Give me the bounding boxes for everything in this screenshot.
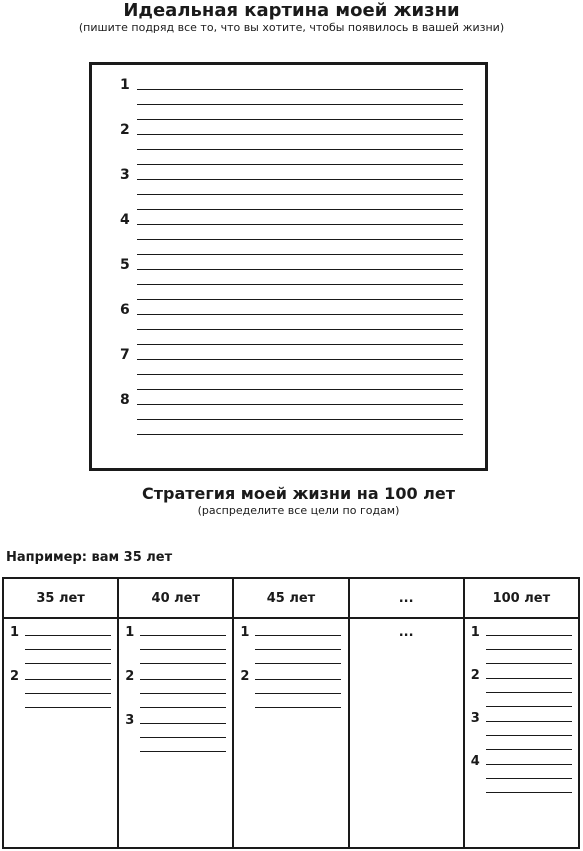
ideal-item-line[interactable] [137, 209, 463, 210]
goal-line[interactable] [486, 635, 572, 636]
column-cell-35 [3, 618, 118, 848]
ideal-item-line[interactable] [137, 239, 463, 240]
goal-line[interactable] [486, 778, 572, 779]
goal-line[interactable] [486, 764, 572, 765]
ideal-item-line[interactable] [137, 299, 463, 300]
goal-line[interactable] [255, 693, 341, 694]
goal-line[interactable] [255, 635, 341, 636]
column-cell-ellipsis [349, 618, 464, 848]
goal-line[interactable] [140, 635, 226, 636]
ideal-item-line[interactable] [137, 329, 463, 330]
goal-line[interactable] [486, 663, 572, 664]
ideal-item-line[interactable] [137, 119, 463, 120]
column-cell-100 [464, 618, 579, 848]
goal-line[interactable] [25, 679, 111, 680]
ideal-item-line[interactable] [137, 434, 463, 435]
ideal-item-line[interactable] [137, 269, 463, 270]
goal-line[interactable] [140, 723, 226, 724]
goal-line[interactable] [486, 749, 572, 750]
ideal-item-number: 2 [120, 122, 130, 138]
column-cell-40 [118, 618, 233, 848]
goal-line[interactable] [486, 678, 572, 679]
goal-line[interactable] [486, 721, 572, 722]
goal-line[interactable] [25, 649, 111, 650]
ideal-item-number: 1 [120, 77, 130, 93]
goal-line[interactable] [25, 635, 111, 636]
ideal-item-line[interactable] [137, 164, 463, 165]
goal-number: 1 [240, 625, 250, 640]
goal-line[interactable] [140, 649, 226, 650]
column-header-100: 100 лет [464, 578, 579, 618]
ideal-item-line[interactable] [137, 284, 463, 285]
ideal-item-line[interactable] [137, 179, 463, 180]
goal-number: 2 [10, 669, 20, 684]
ideal-item-line[interactable] [137, 389, 463, 390]
cell-ellipsis: ... [398, 625, 414, 640]
column-header-45: 45 лет [233, 578, 348, 618]
goal-line[interactable] [140, 707, 226, 708]
page-title: Идеальная картина моей жизни [123, 0, 460, 21]
strategy-title: Стратегия моей жизни на 100 лет [141, 484, 455, 503]
goal-number: 1 [470, 625, 480, 640]
ideal-item-line[interactable] [137, 149, 463, 150]
column-header-35: 35 лет [3, 578, 118, 618]
goal-number: 2 [470, 668, 480, 683]
goal-line[interactable] [486, 792, 572, 793]
goal-line[interactable] [255, 663, 341, 664]
goal-number: 3 [125, 713, 135, 728]
example-label: Например: вам 35 лет [6, 550, 173, 565]
ideal-item-number: 4 [120, 212, 130, 228]
goal-line[interactable] [140, 679, 226, 680]
goal-number: 2 [240, 669, 250, 684]
goal-line[interactable] [486, 649, 572, 650]
ideal-item-line[interactable] [137, 89, 463, 90]
column-header-40: 40 лет [118, 578, 233, 618]
goal-line[interactable] [140, 737, 226, 738]
ideal-item-line[interactable] [137, 254, 463, 255]
ideal-item-line[interactable] [137, 359, 463, 360]
strategy-subtitle: (распределите все цели по годам) [197, 504, 400, 517]
ideal-life-box [89, 62, 488, 471]
ideal-item-line[interactable] [137, 344, 463, 345]
page-subtitle: (пишите подряд все то, что вы хотите, чтобы появилось в вашей жизни) [78, 21, 505, 34]
goal-line[interactable] [486, 735, 572, 736]
ideal-item-line[interactable] [137, 374, 463, 375]
column-cell-45 [233, 618, 348, 848]
goal-number: 2 [125, 669, 135, 684]
ideal-item-line[interactable] [137, 314, 463, 315]
goal-line[interactable] [25, 707, 111, 708]
ideal-item-line[interactable] [137, 194, 463, 195]
goal-line[interactable] [140, 751, 226, 752]
ideal-item-number: 5 [120, 257, 130, 273]
goal-number: 1 [10, 625, 20, 640]
goal-line[interactable] [486, 706, 572, 707]
goal-line[interactable] [25, 693, 111, 694]
ideal-item-number: 6 [120, 302, 130, 318]
goal-line[interactable] [486, 692, 572, 693]
goal-number: 3 [470, 711, 480, 726]
ideal-item-number: 8 [120, 392, 130, 408]
ideal-item-number: 7 [120, 347, 130, 363]
ideal-item-line[interactable] [137, 224, 463, 225]
goal-line[interactable] [255, 707, 341, 708]
ideal-item-number: 3 [120, 167, 130, 183]
ideal-item-line[interactable] [137, 134, 463, 135]
strategy-table [2, 577, 580, 849]
goal-line[interactable] [140, 693, 226, 694]
goal-line[interactable] [255, 649, 341, 650]
ideal-item-line[interactable] [137, 404, 463, 405]
ideal-item-line[interactable] [137, 419, 463, 420]
goal-number: 1 [125, 625, 135, 640]
goal-line[interactable] [25, 663, 111, 664]
goal-line[interactable] [255, 679, 341, 680]
goal-line[interactable] [140, 663, 226, 664]
ideal-item-line[interactable] [137, 104, 463, 105]
goal-number: 4 [470, 754, 480, 769]
column-header-ellipsis: ... [349, 578, 464, 618]
